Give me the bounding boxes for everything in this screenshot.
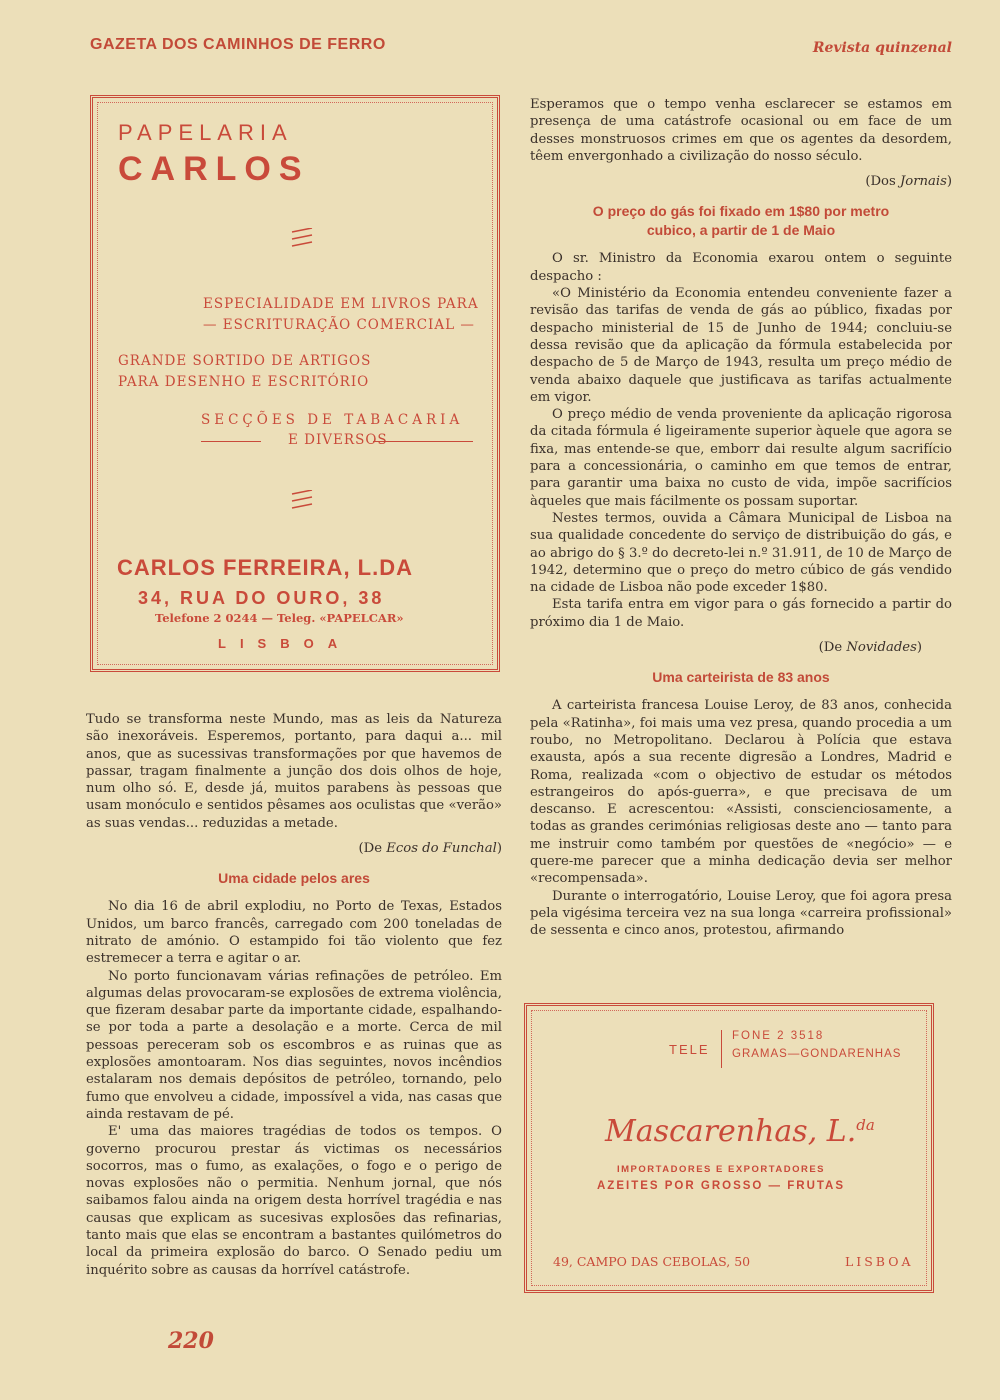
article-paragraph: Esperamos que o tempo venha esclarecer se estamos em presença de uma catástrofe ocasional ou em face de um desses monstruosos crimes em que os agentes da desordem, têem envergonhado a civilização do nosso século. [530, 97, 952, 164]
journal-subtitle: Revista quinzenal [812, 40, 952, 56]
ad-tele-label: TELE [669, 1042, 710, 1057]
ad-gramas: GRAMAS—GONDARENHAS [732, 1048, 902, 1060]
ad-rule-left [201, 441, 261, 442]
article-paragraph: Tudo se transforma neste Mundo, mas as leis da Natureza são inexoráveis. Esperemos, portanto, para daqui a... mil anos, que as sucessivas transformações por que havemos de passar, tragam finalmente a junção dos dois olhos de hoje, num olho só. E, desde já, muitos parabens às pessoas que usam monóculo e sentidos pêsames aos oculistas que «verão» as suas vendas... reduzidas a metade. [86, 712, 502, 831]
ad-city: LISBOA [218, 636, 352, 651]
article-paragraph: Nestes termos, ouvida a Câmara Municipal de Lisboa na sua qualidade concedente do serviço de distribuição do gás, e ao abrigo do § 3.º do decreto-lei n.º 31.911, de 10 de Março de 1942, determino que o preço do metro cúbico de gás vendido na cidade de Lisboa não pode exceder 1$80. [530, 510, 952, 596]
article-paragraph: A carteirista francesa Louise Leroy, de 83 anos, conhecida pela «Ratinha», foi mais uma vez presa, quando procedia a um roubo, no Metropolitano. Declarou à Polícia que estava exausta, após a sua recente digresão a Londres, Madrid e Roma, realizada «com o objectivo de estudar os métodos estrangeiros do após-guerra», e que precisava de um descanso. E acrescentou: «Assisti, conscienciosamente, a todas as grandes cerimónias religiosas deste ano — tanto para me instruir como também por questões de «negócio» — e quere-me parecer que a minha dedicação devia ser melhor «recompensada». [530, 698, 952, 887]
ad-products: AZEITES POR GROSSO — FRUTAS [597, 1180, 846, 1192]
ad-company-suffix: da [856, 1116, 875, 1134]
ad-seccoes-line2: E DIVERSOS [288, 432, 388, 448]
source-name: Novidades [846, 640, 917, 656]
article-headline: Uma carteirista de 83 anos [652, 669, 830, 686]
source-prefix: (De [818, 640, 843, 656]
article-headline: Uma cidade pelos ares [218, 870, 370, 887]
journal-title: GAZETA DOS CAMINHOS DE FERRO [90, 36, 386, 53]
ad-seccoes-line1: SECÇÕES DE TABACARIA [201, 412, 464, 428]
article-paragraph: No dia 16 de abril explodiu, no Porto de Texas, Estados Unidos, um barco francês, carregado com 200 toneladas de nitrato de amónio. O estampido foi tão violento que fez estremecer a terra e agitar o ar. [86, 899, 502, 967]
source-name: Jornais [899, 174, 947, 190]
ad-telephone: Telefone 2 0244 — Teleg. «PAPELCAR» [155, 611, 404, 625]
article-paragraph: O sr. Ministro da Economia exarou ontem o seguinte despacho : [530, 251, 952, 284]
ad-address: 49, CAMPO DAS CEBOLAS, 50 [553, 1254, 751, 1269]
ad-papelaria-word: PAPELARIA [118, 120, 293, 145]
papelaria-advertisement [90, 95, 500, 672]
ad-fone: FONE 2 3518 [732, 1030, 825, 1042]
article-source [530, 173, 952, 190]
article-paragraph: No porto funcionavam várias refinações de petróleo. Em algumas delas provocaram-se explosões de extrema violência, que fizeram desabar parte da importante cidade, espalhando-se por toda a parte a desolação e a morte. Cerca de mil pessoas pereceram sob os escombros e as ruinas que as explosões amontoaram. Nos dias seguintes, novos incêndios estalaram nos demais depósitos de petróleo, tornando, pelo fumo que envolveu a cidade, impossível a vida, nas casas que ainda restavam de pé. [86, 968, 502, 1122]
source-suffix: ) [496, 841, 502, 857]
ad-address: 34, RUA DO OURO, 38 [138, 588, 385, 608]
article-paragraph: O preço médio de venda proveniente da aplicação rigorosa da citada fórmula é ligeiramente superior àquele que agora se fixa, mas entende-se que, emborr dai resulte algum sacrifício para a concessionária, o caminho em que temos de entrar, para garantir uma baixa no custo de vida, impõe sacrifícios àqueles que mais fácilmente os possam suportar. [530, 407, 952, 509]
ad-rule-right [373, 441, 473, 442]
source-suffix: ) [916, 640, 922, 656]
ad-company-script [605, 1114, 875, 1149]
source-name: Ecos do Funchal [386, 841, 497, 857]
article-paragraph: «O Ministério da Economia entendeu conveniente fazer a revisão das tarifas de venda de gás ao público, fixadas por despacho ministerial de 15 de Junho de 1944; concluiu-se dessa revisão que da aplicação da fórmula estabelecida por despacho de 5 de Março de 1943, resulta um preço médio de venda abaixo daquele que justificava as tarifas actualmente em vigor. [530, 286, 952, 405]
article-paragraph: Durante o interrogatório, Louise Leroy, que foi agora presa pela vigésima terceira vez na sua longa «carreira profissional» de sessenta e cinco anos, protestou, afirmando [530, 888, 952, 939]
ad-specialty-line2: — ESCRITURAÇÃO COMERCIAL — [203, 317, 475, 333]
ad-importers: IMPORTADORES E EXPORTADORES [617, 1164, 825, 1175]
article-paragraph: Esta tarifa entra em vigor para o gás fornecido a partir do próximo dia 1 de Maio. [530, 597, 952, 630]
ornament-icon [290, 490, 314, 512]
ad-sortido-line2: PARA DESENHO E ESCRITÓRIO [118, 374, 370, 390]
right-column [530, 96, 952, 939]
ornament-icon [290, 228, 314, 250]
source-suffix: ) [946, 174, 952, 190]
page-number: 220 [168, 1328, 214, 1354]
source-prefix: (Dos [865, 174, 896, 190]
ad-city: LISBOA [845, 1254, 914, 1269]
article-source [530, 639, 952, 656]
source-prefix: (De [358, 841, 383, 857]
ad-company-name: Mascarenhas, L. [605, 1114, 857, 1149]
ad-brace [721, 1030, 722, 1068]
article-source [86, 840, 502, 857]
article-paragraph: E' uma das maiores tragédias de todos os tempos. O governo procurou prestar ás victimas os necessários socorros, mas o fumo, as exalações, o fogo e o perigo de novas explosões não o permitia. Nenhum jornal, que nós saibamos falou ainda na origem desta horrível tragédia e nas causas que explicam as sucesivas explosões das refinarias, tanto mais que elas se encontram a bastantes quilómetros do local da primeira explosão do barco. O Senado pediu um inquérito sobre as causas da horrível catástrofe. [86, 1124, 502, 1278]
ad-company-name: CARLOS FERREIRA, L.DA [117, 555, 413, 580]
ad-carlos-word: CARLOS [118, 150, 310, 188]
mascarenhas-advertisement [524, 1003, 934, 1293]
ad-sortido-line1: GRANDE SORTIDO DE ARTIGOS [118, 353, 372, 369]
ad-specialty-line1: ESPECIALIDADE EM LIVROS PARA [203, 296, 479, 312]
article-headline: O preço do gás foi fixado em 1$80 por metro cubico, a partir de 1 de Maio [592, 203, 890, 239]
left-column [86, 711, 502, 1279]
